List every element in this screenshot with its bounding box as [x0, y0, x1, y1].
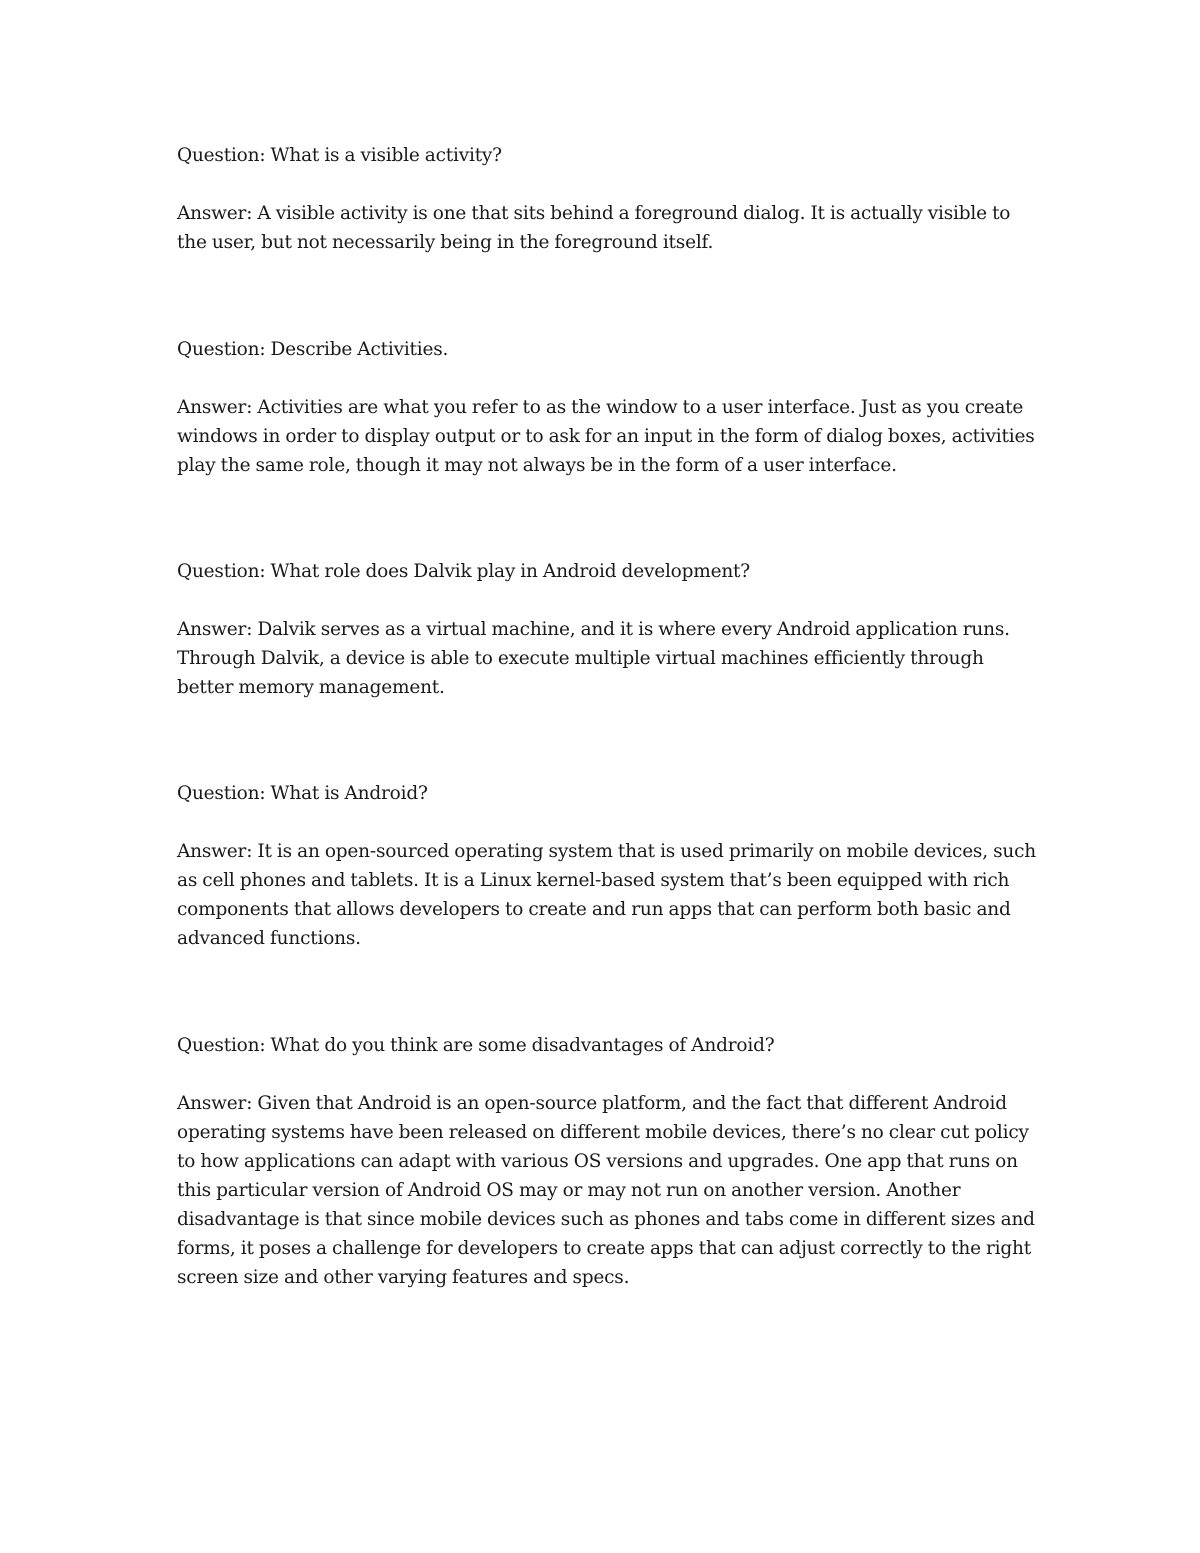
answer-1: Answer: A visible activity is one that sits behind a foreground dialog. It is actually visible to the user, but not necessarily being in the foreground itself.: [177, 203, 1011, 253]
answer-4: Answer: It is an open-sourced operating system that is used primarily on mobile devices, such as cell phones and tablets. It is a Linux kernel-based system that’s been equipped with rich components that allows developers to create and run apps that can perform both basic and advanced functions.: [177, 841, 1036, 949]
answer-5: Answer: Given that Android is an open-source platform, and the fact that different Android operating systems have been released on different mobile devices, there’s no clear cut policy to how applications can adapt with various OS versions and upgrades. One app that runs on this particular version of Android OS may or may not run on another version. Another disadvantage is that since mobile devices such as phones and tabs come in different sizes and forms, it poses a challenge for developers to create apps that can adjust correctly to the right screen size and other varying features and specs.: [177, 1093, 1035, 1288]
question-4: Question: What is Android?: [177, 783, 428, 804]
question-2: Question: Describe Activities.: [177, 339, 449, 360]
answer-3: Answer: Dalvik serves as a virtual machine, and it is where every Android application runs. Through Dalvik, a device is able to execute multiple virtual machines efficiently through better memory management.: [177, 619, 1010, 698]
answer-2: Answer: Activities are what you refer to as the window to a user interface. Just as you create windows in order to display output or to ask for an input in the form of dialog boxes, activities play the same role, though it may not always be in the form of a user interface.: [177, 397, 1035, 476]
question-3: Question: What role does Dalvik play in Android development?: [177, 561, 751, 582]
question-5: Question: What do you think are some disadvantages of Android?: [177, 1035, 775, 1056]
question-1: Question: What is a visible activity?: [177, 145, 502, 166]
